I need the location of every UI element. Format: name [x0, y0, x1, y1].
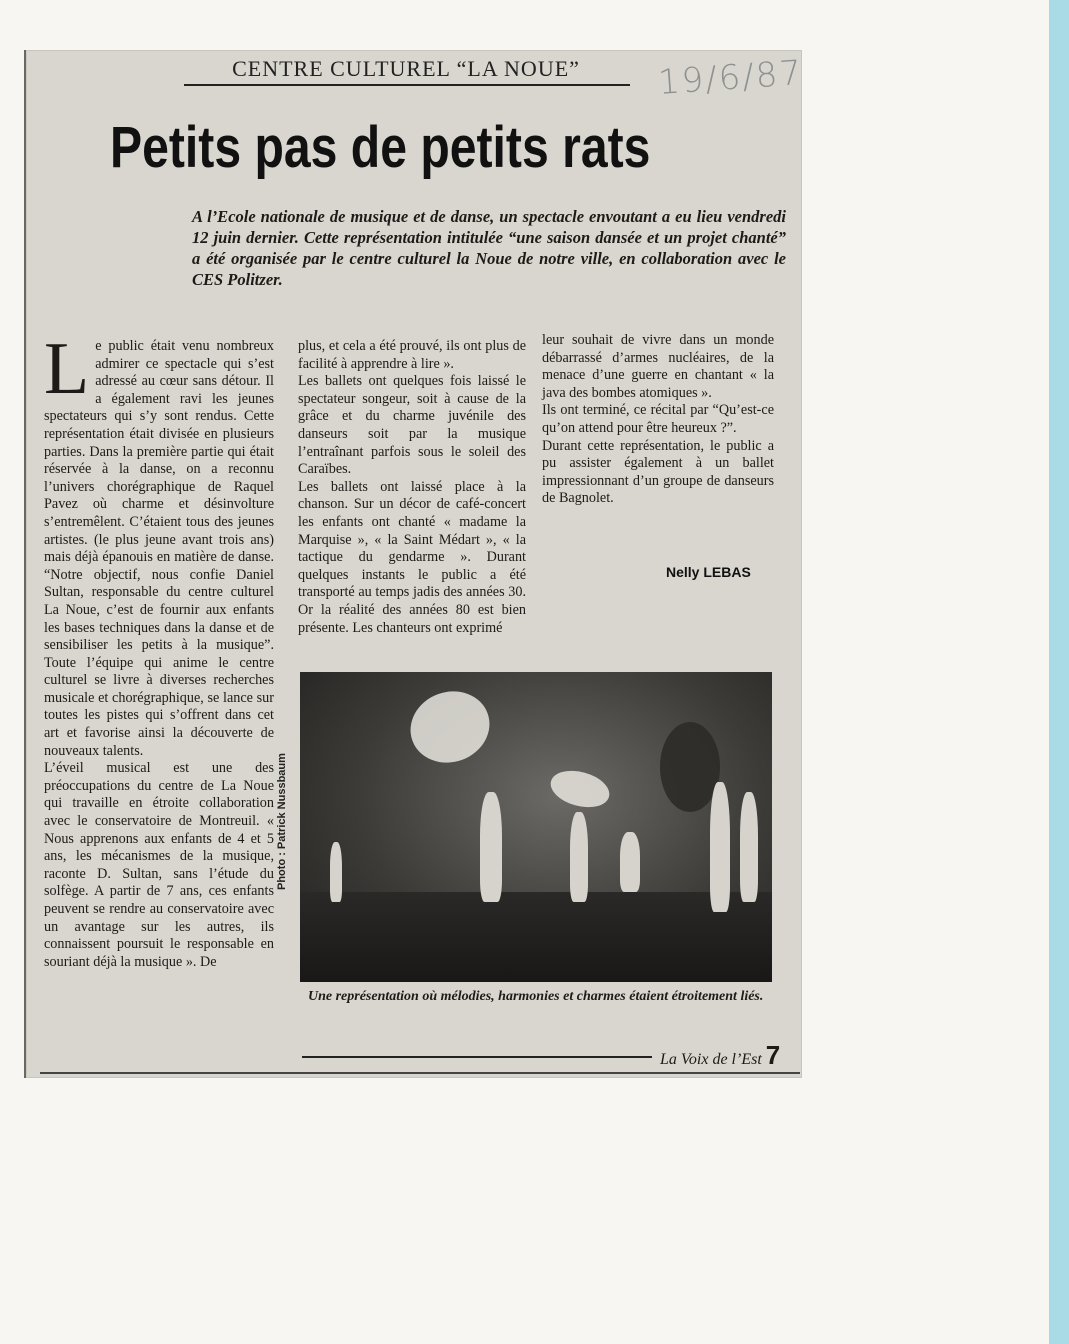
dancer-veil-2: [547, 765, 614, 813]
dancer-5: [710, 782, 730, 912]
photo-credit: Photo : Patrick Nussbaum: [276, 753, 288, 890]
article-column-1: [44, 328, 274, 971]
page-number: 7: [765, 1040, 781, 1070]
newspaper-name: La Voix de l’Est: [660, 1051, 762, 1068]
column-3-paragraph-3: Durant cette représentation, le public a pu assister également à un ballet impressionnant d’un groupe de danseurs de Bagnolet.: [542, 437, 774, 507]
article-column-3: [542, 332, 774, 508]
dancer-veil-1: [400, 680, 499, 773]
dancer-3: [570, 812, 588, 902]
author-signature: Nelly LEBAS: [666, 564, 751, 580]
photo-caption: Une représentation où mélodies, harmonies et charmes étaient étroitement liés.: [308, 989, 764, 1004]
article-column-2: [298, 338, 526, 637]
footer-rule: [302, 1056, 652, 1058]
dancer-2: [480, 792, 502, 902]
dancer-4: [620, 832, 640, 892]
rubric-underline: [184, 84, 630, 86]
column-1-paragraph-2: L’éveil musical est une des préoccupations du centre de La Noue qui travaille en étroite collaboration avec le conservatoire de Montreuil. « Nous apprenons aux enfants de 4 et 5 ans, les mécanismes de la musique, raconte D. Sultan, sans l’étude du solfège. A partir de 7 ans, ces enfants peuvent se rendre au conservatoire avec un avantage sur les autres, ils connaissent poursuit le responsable en souriant déjà la musique ». De: [44, 760, 274, 970]
column-2-paragraph-2: Les ballets ont quelques fois laissé le spectateur songeur, soit à cause de la grâce et du charme juvénile des danseurs soit par la musique l’entraînant parfois sous le soleil des Caraïbes.: [298, 373, 526, 478]
dancer-1: [330, 842, 342, 902]
column-3-paragraph-2: Ils ont terminé, ce récital par “Qu’est-ce qu’on attend pour être heureux ?”.: [542, 402, 774, 436]
column-2-paragraph-3: Les ballets ont laissé place à la chanson. Sur un décor de café-concert les enfants ont chanté « madame la Marquise », « la Saint Médart », « la tactique du gendarme ». Durant quelques instants le public a été transporté au temps jadis des années 30. Or la réalité des années 80 est bien présente. Les chanteurs ont exprimé: [298, 478, 526, 636]
handwritten-date: 19/6/87: [656, 52, 805, 104]
stage-floor: [300, 892, 772, 982]
newspaper-clipping: [24, 50, 805, 1078]
dance-photo: [300, 672, 772, 982]
dancer-6: [740, 792, 758, 902]
column-3-paragraph-1: leur souhait de vivre dans un monde débarrassé d’armes nucléaires, de la menace d’une guerre en chantant « la java des bombes atomiques ».: [542, 332, 774, 401]
blue-edge-strip: [1049, 0, 1069, 1344]
newspaper-footer: [660, 1040, 780, 1071]
dancer-veil-3: [660, 722, 720, 812]
bottom-rule: [40, 1072, 800, 1074]
column-2-paragraph-1: plus, et cela a été prouvé, ils ont plus de facilité à apprendre à lire ».: [298, 338, 526, 372]
article-headline: Petits pas de petits rats: [110, 115, 651, 180]
column-1-paragraph-1: e public était venu nombreux admirer ce spectacle qui s’est adressé au cœur sans détour. Il a également ravi les jeunes spectateurs qui s’y sont rendus. Cette représentation était divisée en plusieurs parties. Dans la première partie qui était réservée à la danse, on a reconnu l’univers chorégraphique de Raquel Pavez où charme et désinvolture s’entremêlent. C’étaient tous des jeunes artistes. (le plus jeune avant trois ans) mais déjà épanouis en matière de danse. “Notre objectif, nous confie Daniel Sultan, responsable du centre culturel La Noue, c’est de fournir aux enfants les bases techniques dans la danse et de sensibiliser les petits à la musique”. Toute l’équipe qui anime le centre culturel se livre à diverses recherches musicale et chorégraphique, se lance sur toutes les pistes qui s’offrent dans cet art et favorise ainsi la découverte de nouveaux talents.: [44, 338, 274, 759]
article-lead: A l’Ecole nationale de musique et de danse, un spectacle envoutant a eu lieu vendredi 12 juin dernier. Cette représentation intitulée “une saison dansée et un projet chanté” a été organisée par le centre culturel la Noue de notre ville, en collaboration avec le CES Politzer.: [192, 207, 786, 289]
section-rubric: CENTRE CULTUREL “LA NOUE”: [232, 56, 580, 81]
drop-cap: L: [44, 328, 90, 410]
